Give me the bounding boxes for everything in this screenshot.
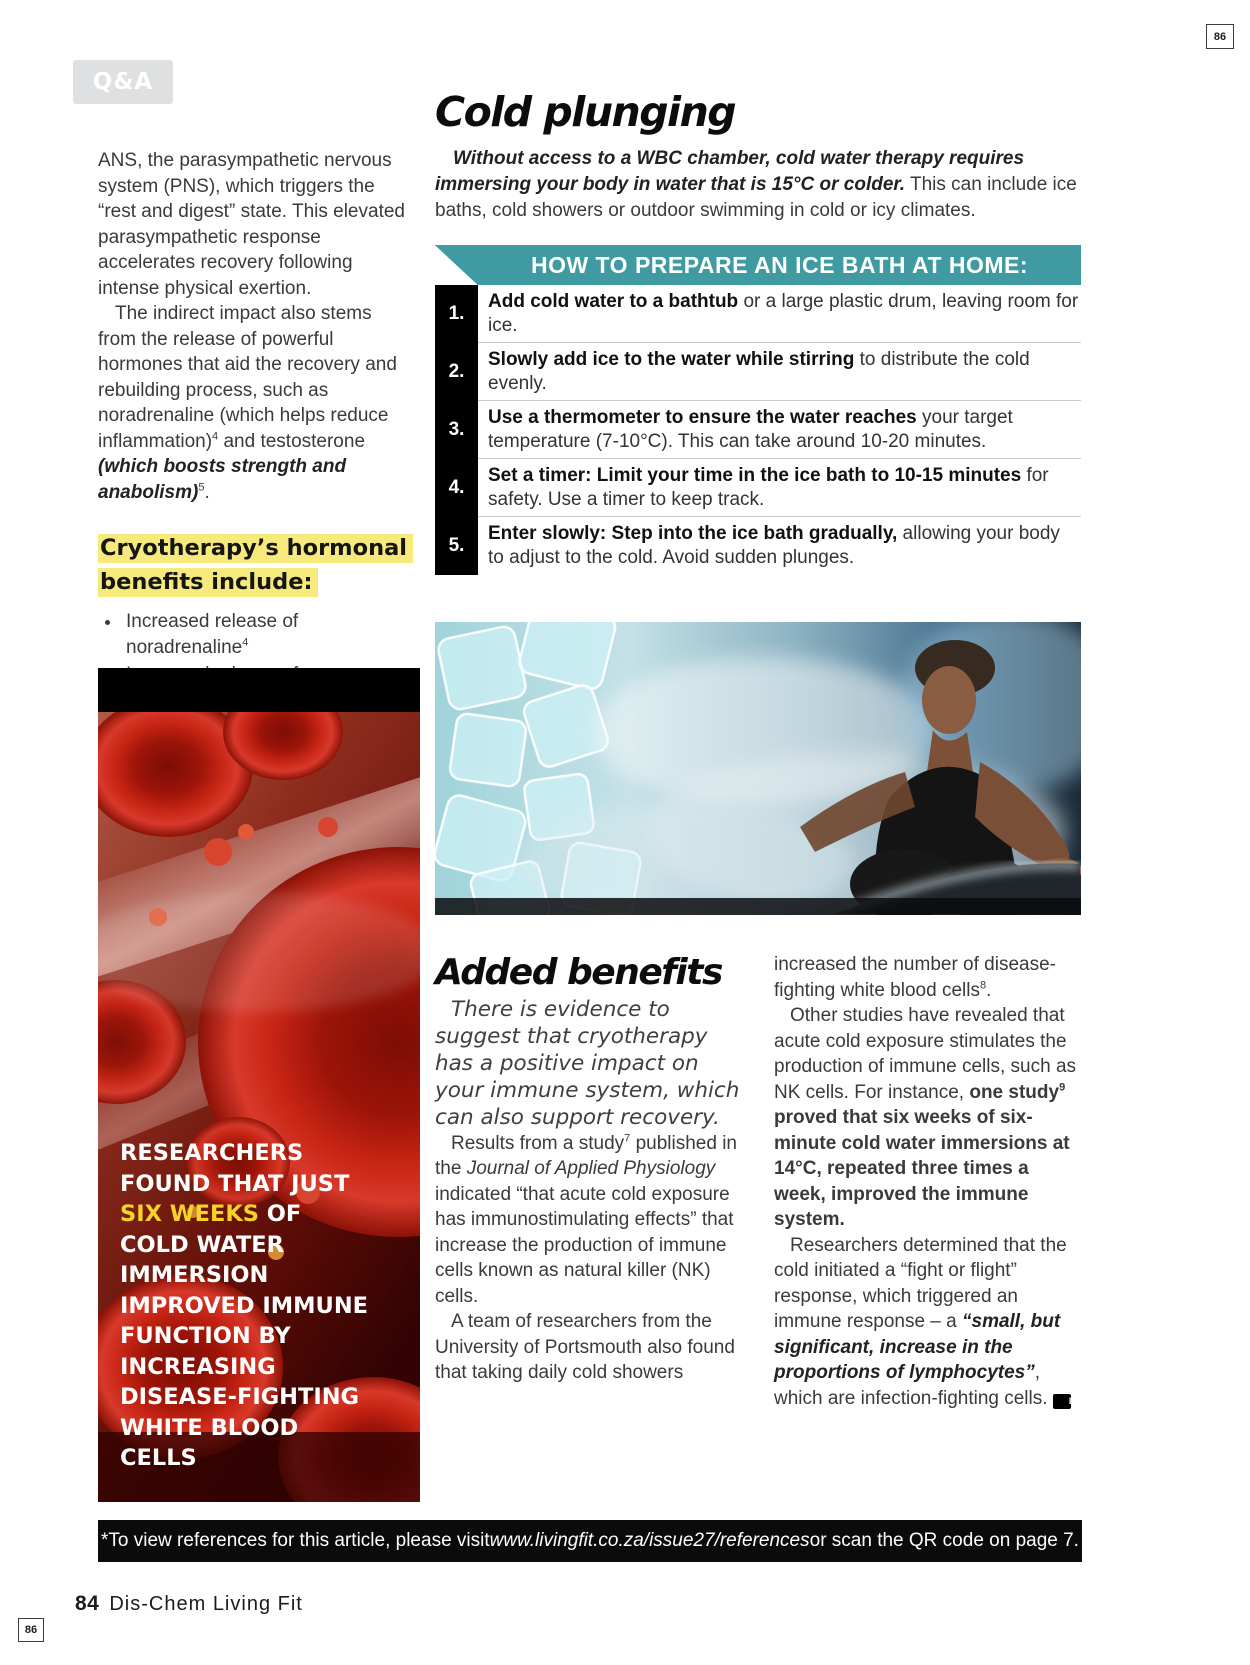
step-row (478, 517, 1081, 575)
step-number: 3. (448, 419, 465, 440)
corner-slash-decoration (435, 245, 478, 285)
step-row (478, 343, 1081, 401)
p4-bold: proved that six weeks of six-minute cold water immersions at 14°C, repeated three times a week, improved the immune system. (774, 1107, 1070, 1230)
ice-bath-illustration (435, 622, 1081, 915)
step-rest: allowing your body to adjust to the cold. Avoid sudden plunges. (488, 523, 1060, 568)
howto-header-title: HOW TO PREPARE AN ICE BATH AT HOME: (478, 245, 1081, 285)
p4-bold: one study (969, 1081, 1060, 1103)
footnote-ref-5: 5 (198, 481, 205, 494)
p1-text: Results from a study (451, 1132, 625, 1154)
added-benefits-lead: There is evidence to suggest that cryotherapy has a positive impact on your immune system, which can also support recovery. (435, 996, 740, 1130)
blood-cells-image (98, 668, 420, 1502)
lf-logo-icon: LF (1053, 1394, 1071, 1409)
qa-section-badge: Q&A (73, 60, 173, 104)
step-rest: your target temperature (7-10°C). This can take around 10-20 minutes. (488, 406, 1013, 452)
step-number: 5. (448, 535, 465, 556)
ice-bath-photo (435, 622, 1081, 915)
step-bold: Enter slowly: Step into the ice bath gradually, (488, 523, 898, 544)
footnote-ref-9: 9 (1059, 1081, 1066, 1094)
step-bold: Set a timer: Limit your time in the ice bath to 10-15 minutes (488, 464, 1022, 486)
benefits-heading (98, 531, 414, 599)
blood-overlay-quote (120, 1138, 372, 1474)
added-benefits-col2 (774, 952, 1083, 1411)
bullet-text: Increased release of noradrenaline (126, 611, 299, 658)
overlay-text-post: OF COLD WATER IMMERSION IMPROVED IMMUNE FUNCTION BY INCREASING DISEASE-FIGHTING WHITE BLOOD CELLS (120, 1201, 369, 1471)
step-bold: Slowly add ice to the water while stirring (488, 348, 855, 370)
added-benefits-title: Added benefits (435, 952, 722, 993)
added-paragraph-4 (774, 1003, 1083, 1233)
page-number-box-bottom: 86 (18, 1618, 44, 1642)
added-benefits-section (435, 952, 1083, 1411)
step-number: 2. (448, 361, 465, 382)
step-bold: Use a thermometer to ensure the water reaches (488, 406, 917, 428)
list-item (122, 609, 414, 660)
references-url[interactable]: www.livingfit.co.za/issue27/references (489, 1530, 810, 1551)
footnote-ref-8: 8 (979, 979, 987, 992)
page-number-box-top: 86 (1206, 24, 1234, 49)
howto-ice-bath-box (435, 245, 1081, 575)
step-rest: or a large plastic drum, leaving room for ice. (488, 290, 1079, 336)
added-paragraph-3 (774, 952, 1083, 1003)
step-number: 4. (448, 477, 465, 498)
overlay-text-pre: RESEARCHERS FOUND THAT JUST (120, 1140, 350, 1197)
p3-text: increased the number of disease-fighting white blood cells (774, 954, 1056, 1001)
howto-header (435, 245, 1081, 285)
paragraph-hormones (98, 301, 414, 505)
footnote-ref-4: 4 (212, 430, 219, 443)
paragraph-ans: ANS, the parasympathetic nervous system (PNS), which triggers the “rest and digest” state. This elevated parasympathetic response accelerates recovery following intense physical exertion. (98, 150, 405, 299)
step-number-column (435, 285, 478, 575)
intro-rest: This can include ice baths, cold showers or outdoor swimming in cold or icy climates. (435, 174, 1077, 221)
p5-text: Researchers determined that the cold initiated a “fight or flight” response, which triggered an immune response – a (774, 1234, 1067, 1332)
references-text-pre: *To view references for this article, please visit (101, 1530, 490, 1551)
overlay-text-highlight: SIX WEEKS (120, 1201, 259, 1227)
paragraph-hormones-text: The indirect impact also stems from the release of powerful hormones that aid the recovery and rebuilding process, such as noradrenaline (which helps reduce inflammation) (98, 303, 397, 452)
step-rest: for safety. Use a timer to keep track. (488, 464, 1049, 510)
howto-steps (435, 285, 1081, 575)
step-row (478, 459, 1081, 517)
article-intro (435, 146, 1085, 224)
added-paragraph-5 (774, 1233, 1083, 1412)
paragraph-hormones-mid: and testosterone (218, 430, 366, 452)
intro-emphasis: Without access to a WBC chamber, cold water therapy requires immersing your body in water that is 15°C or colder. (435, 148, 1025, 195)
step-number: 1. (448, 303, 465, 324)
p5-quote: “small, but significant, increase in the proportions of lymphocytes” (774, 1311, 1061, 1383)
article-title: Cold plunging (435, 88, 736, 136)
page-footer (75, 1592, 303, 1616)
step-bold: Add cold water to a bathtub (488, 290, 739, 312)
p5-text: , which are infection-fighting cells. (774, 1362, 1053, 1409)
footnote-ref: 4 (242, 636, 249, 649)
benefits-heading-line1: Cryotherapy’s hormonal (98, 534, 413, 563)
step-row (478, 285, 1081, 343)
benefits-heading-line2: benefits include: (98, 568, 318, 597)
references-bar (98, 1520, 1082, 1562)
p4-text: Other studies have revealed that acute cold exposure stimulates the production of immune cells, such as NK cells. For instance, (774, 1005, 1077, 1103)
added-paragraph-2: A team of researchers from the University of Portsmouth also found that taking daily cold showers (435, 1311, 735, 1383)
journal-name: Journal of Applied Physiology (466, 1158, 716, 1179)
footer-page-number: 84 (75, 1592, 100, 1615)
footnote-ref-7: 7 (624, 1132, 631, 1145)
added-benefits-col1 (435, 952, 744, 1411)
references-text-post: or scan the QR code on page 7. (809, 1530, 1079, 1551)
step-row (478, 401, 1081, 459)
p3-text: . (986, 979, 992, 1001)
p1-text: published in the (435, 1132, 738, 1179)
paragraph-hormones-end: . (204, 481, 210, 503)
step-rest: to distribute the cold evenly. (488, 348, 1030, 394)
footer-brand: Dis-Chem Living Fit (109, 1593, 303, 1615)
paragraph-hormones-emphasis: (which boosts strength and anabolism) (98, 456, 347, 503)
added-paragraph-1 (435, 1131, 744, 1310)
p1-text: indicated “that acute cold exposure has immunostimulating effects” that increase the production of immune cells known as natural killer (NK) cells. (435, 1183, 734, 1307)
